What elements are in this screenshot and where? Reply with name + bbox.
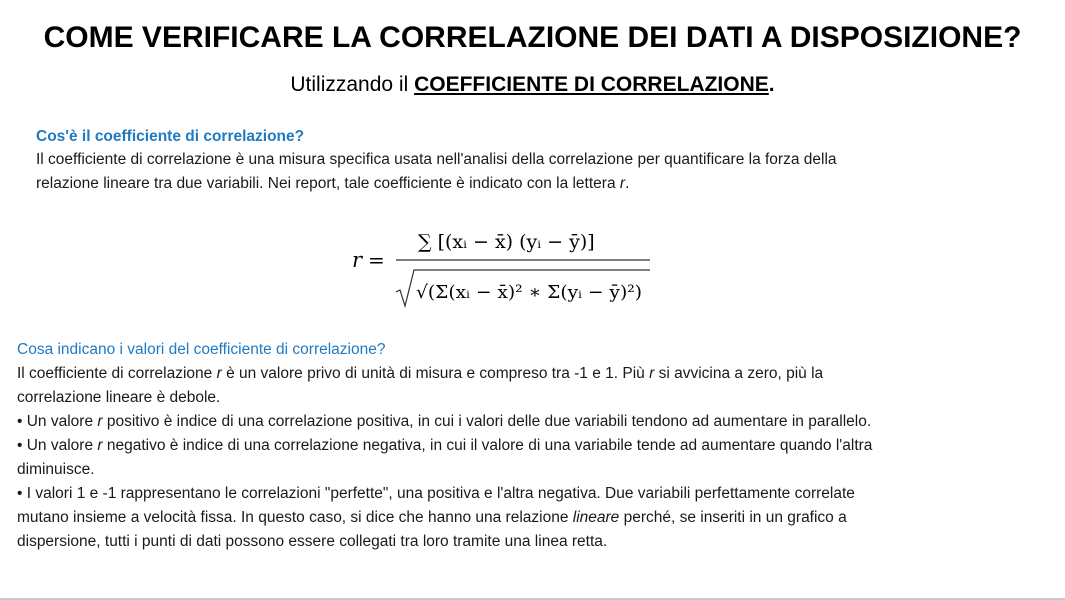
bullet-negative-variable: r	[97, 437, 103, 454]
values-variable-r: r	[649, 365, 655, 382]
formula-denominator: √(Σ(xᵢ − x̄)² ∗ Σ(yᵢ − ȳ)²)	[416, 282, 642, 303]
bullet-perfect-text: mutano insieme a velocità fissa. In questo caso, si dice che hanno una relazione	[17, 509, 573, 526]
bullet-positive-variable: r	[97, 413, 103, 430]
definition-line-1: Il coefficiente di correlazione è una misura specifica usata nell'analisi della correlazione per quantificare la forza della	[36, 151, 837, 168]
bullet-perfect-text: dispersione, tutti i punti di dati possono essere collegati tra loro tramite una linea retta.	[17, 533, 608, 550]
values-heading: Cosa indicano i valori del coefficiente di correlazione?	[17, 341, 386, 358]
formula-lhs: r	[352, 248, 363, 272]
subtitle-emphasis: COEFFICIENTE DI CORRELAZIONE	[414, 73, 769, 96]
values-paragraph	[17, 362, 1057, 554]
values-variable-r: r	[216, 365, 222, 382]
correlation-formula	[350, 222, 660, 314]
definition-section	[36, 126, 1046, 196]
bullet-perfect: • I valori 1 e -1 rappresentano le correlazioni "perfette", una positiva e l'altra negativa. Due variabili perfettamente correlate	[17, 485, 855, 502]
values-text: correlazione lineare è debole.	[17, 389, 221, 406]
bullet-perfect-emphasis: lineare	[572, 509, 620, 526]
definition-heading: Cos'è il coefficiente di correlazione?	[36, 128, 305, 145]
formula-numerator: ∑ [(xᵢ − x̄) (yᵢ − ȳ)]	[418, 231, 595, 253]
values-text: si avvicina a zero, più la	[654, 365, 824, 382]
subtitle-prefix: Utilizzando il	[290, 73, 415, 96]
definition-line-2: relazione lineare tra due variabili. Nei report, tale coefficiente è indicato con la lettera	[36, 175, 620, 192]
definition-variable-r: r	[619, 175, 626, 192]
bullet-negative-text: diminuisce.	[17, 461, 95, 478]
slide-subtitle	[0, 73, 1065, 97]
slide-title: COME VERIFICARE LA CORRELAZIONE DEI DATI A DISPOSIZIONE?	[43, 21, 1022, 54]
definition-line-2-end: .	[625, 175, 630, 192]
bullet-perfect-text: perché, se inseriti in un grafico a	[619, 509, 847, 526]
values-text: è un valore privo di unità di misura e compreso tra -1 e 1. Più	[221, 365, 650, 382]
bullet-positive-text: positivo è indice di una correlazione positiva, in cui i valori delle due variabili tendono ad aumentare in parallelo.	[102, 413, 872, 430]
subtitle-suffix: .	[768, 73, 775, 96]
bullet-negative: • Un valore	[17, 437, 98, 454]
formula-equals: =	[368, 248, 385, 272]
values-section	[17, 338, 1057, 554]
definition-paragraph	[36, 148, 1046, 196]
values-text: Il coefficiente di correlazione	[17, 365, 217, 382]
bullet-positive: • Un valore	[17, 413, 98, 430]
bullet-negative-text: negativo è indice di una correlazione negativa, in cui il valore di una variabile tende ad aumentare quando l'altra	[102, 437, 873, 454]
